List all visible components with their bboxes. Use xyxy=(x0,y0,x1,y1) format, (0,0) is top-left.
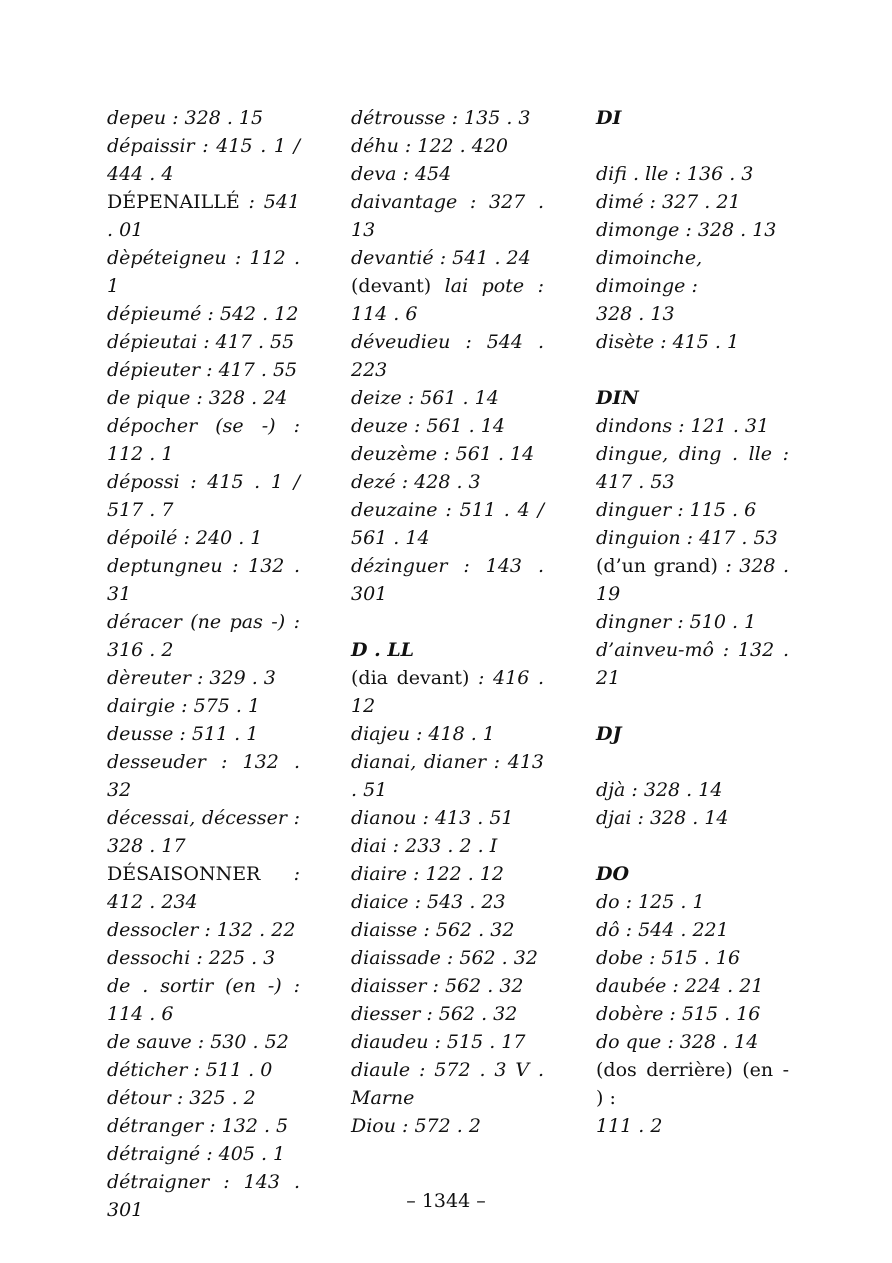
index-entry xyxy=(107,300,300,328)
index-entry xyxy=(596,1028,789,1056)
index-entry xyxy=(107,468,300,524)
index-entry xyxy=(351,104,544,132)
index-entry xyxy=(596,244,789,300)
entry-upright-text: (d’un grand) xyxy=(596,555,718,577)
entry-upright-text: DÉPENAILLÉ xyxy=(107,191,240,213)
entry-text: 111 . 2 xyxy=(596,1115,663,1137)
index-entry xyxy=(351,1028,544,1056)
entry-text: deize : 561 . 14 xyxy=(351,387,499,409)
entry-text: dépossi : 415 . 1 / 517 . 7 xyxy=(107,471,300,521)
index-entry xyxy=(351,944,544,972)
entry-text: dézinguer : 143 . 301 xyxy=(351,555,544,605)
index-entry xyxy=(351,888,544,916)
entry-text: do : 125 . 1 xyxy=(596,891,705,913)
entry-text: dingue, ding . lle : 417 . 53 xyxy=(596,443,789,493)
index-entry xyxy=(107,328,300,356)
index-entry xyxy=(596,216,789,244)
section-heading: DJ xyxy=(596,723,622,745)
index-entry xyxy=(107,1112,300,1140)
index-entry xyxy=(596,776,789,804)
index-entry xyxy=(596,412,789,440)
entry-text: : 412 . 234 xyxy=(107,863,300,913)
index-entry xyxy=(351,272,544,328)
entry-upright-text: (dia devant) xyxy=(351,667,470,689)
index-column-2 xyxy=(351,104,544,1140)
entry-text: déhu : 122 . 420 xyxy=(351,135,509,157)
index-entry xyxy=(351,860,544,888)
index-entry xyxy=(351,160,544,188)
entry-text: dèpéteigneu : 112 . 1 xyxy=(107,247,300,297)
entry-text: déticher : 511 . 0 xyxy=(107,1059,273,1081)
entry-text: dimonge : 328 . 13 xyxy=(596,219,777,241)
entry-text: dindons : 121 . 31 xyxy=(596,415,770,437)
entry-text: diaice : 543 . 23 xyxy=(351,891,506,913)
entry-text: diaule : 572 . 3 V . Marne xyxy=(351,1059,544,1109)
index-entry xyxy=(351,720,544,748)
section-gap xyxy=(351,608,544,636)
index-entry xyxy=(107,188,300,244)
index-entry xyxy=(596,496,789,524)
entry-text: de . sortir (en -) : 114 . 6 xyxy=(107,975,300,1025)
index-entry xyxy=(107,1028,300,1056)
entry-upright-text: (devant) xyxy=(351,275,432,297)
entry-text: dépieuter : 417 . 55 xyxy=(107,359,298,381)
entry-text: dépoilé : 240 . 1 xyxy=(107,527,263,549)
index-entry xyxy=(107,720,300,748)
entry-text: desseuder : 132 . 32 xyxy=(107,751,300,801)
entry-text: diai : 233 . 2 . I xyxy=(351,835,498,857)
section-heading: DIN xyxy=(596,387,639,409)
section-gap xyxy=(596,356,789,384)
section-heading: D . LL xyxy=(351,639,415,661)
entry-text: dobe : 515 . 16 xyxy=(596,947,741,969)
entry-text: 328 . 13 xyxy=(596,303,675,325)
entry-text: dezé : 428 . 3 xyxy=(351,471,481,493)
index-entry xyxy=(596,888,789,916)
index-entry xyxy=(107,244,300,300)
index-entry xyxy=(351,188,544,244)
index-entry xyxy=(596,440,789,496)
entry-text: dingner : 510 . 1 xyxy=(596,611,757,633)
entry-text: disète : 415 . 1 xyxy=(596,331,740,353)
entry-text: dinguer : 115 . 6 xyxy=(596,499,757,521)
entry-text: deva : 454 xyxy=(351,163,452,185)
index-entry xyxy=(351,1112,544,1140)
index-entry xyxy=(107,916,300,944)
page-number: – 1344 – xyxy=(406,1190,486,1212)
entry-text: do que : 328 . 14 xyxy=(596,1031,759,1053)
section-gap xyxy=(596,692,789,720)
entry-text: depeu : 328 . 15 xyxy=(107,107,264,129)
index-entry xyxy=(351,328,544,384)
entry-text: dépaissir : 415 . 1 / 444 . 4 xyxy=(107,135,300,185)
index-entry xyxy=(107,860,300,916)
entry-text: détraigner : 143 . 301 xyxy=(107,1171,300,1221)
index-entry xyxy=(351,664,544,720)
index-entry xyxy=(596,1112,789,1140)
index-entry xyxy=(107,692,300,720)
entry-text: devantié : 541 . 24 xyxy=(351,247,531,269)
entry-text: difi . lle : 136 . 3 xyxy=(596,163,754,185)
entry-text: décessai, décesser : 328 . 17 xyxy=(107,807,300,857)
entry-text: djà : 328 . 14 xyxy=(596,779,723,801)
entry-text: dô : 544 . 221 xyxy=(596,919,729,941)
index-entry xyxy=(596,1056,789,1112)
index-entry xyxy=(596,916,789,944)
index-entry xyxy=(351,1000,544,1028)
index-entry xyxy=(596,188,789,216)
entry-text: deptungneu : 132 . 31 xyxy=(107,555,300,605)
index-entry xyxy=(107,608,300,664)
index-entry xyxy=(596,608,789,636)
index-entry xyxy=(596,944,789,972)
index-entry xyxy=(351,468,544,496)
section-gap xyxy=(596,748,789,776)
index-entry xyxy=(596,328,789,356)
index-entry xyxy=(351,440,544,468)
entry-text: lai pote : 114 . 6 xyxy=(351,275,544,325)
index-entry xyxy=(351,384,544,412)
entry-text: : 416 . 12 xyxy=(351,667,544,717)
entry-text: déveudieu : 544 . 223 xyxy=(351,331,544,381)
entry-text: deuze : 561 . 14 xyxy=(351,415,505,437)
entry-text: déracer (ne pas -) : 316 . 2 xyxy=(107,611,300,661)
entry-text: dimoinche, dimoinge : xyxy=(596,247,703,297)
entry-text: détrousse : 135 . 3 xyxy=(351,107,531,129)
index-entry xyxy=(596,552,789,608)
index-entry xyxy=(107,748,300,804)
index-entry xyxy=(107,944,300,972)
index-entry xyxy=(351,804,544,832)
entry-text: diesser : 562 . 32 xyxy=(351,1003,518,1025)
index-entry xyxy=(351,832,544,860)
entry-text: d’ainveu-mô : 132 . 21 xyxy=(596,639,789,689)
entry-text: dobère : 515 . 16 xyxy=(596,1003,761,1025)
entry-text: dinguion : 417 . 53 xyxy=(596,527,778,549)
entry-upright-text: (dos derrière) (en - ) : xyxy=(596,1059,789,1109)
entry-text: dairgie : 575 . 1 xyxy=(107,695,261,717)
index-column-3 xyxy=(596,104,789,1140)
index-entry xyxy=(107,1140,300,1168)
entry-text: dépieumé : 542 . 12 xyxy=(107,303,299,325)
index-entry xyxy=(107,1056,300,1084)
entry-text: diaissade : 562 . 32 xyxy=(351,947,538,969)
entry-text: dianou : 413 . 51 xyxy=(351,807,514,829)
index-entry xyxy=(107,1084,300,1112)
section-heading: DO xyxy=(596,863,630,885)
index-entry xyxy=(596,524,789,552)
entry-text: détranger : 132 . 5 xyxy=(107,1115,289,1137)
section-heading: DI xyxy=(596,107,622,129)
index-entry xyxy=(351,132,544,160)
index-entry xyxy=(351,244,544,272)
entry-text: : 541 . 01 xyxy=(107,191,300,241)
entry-text: dessocler : 132 . 22 xyxy=(107,919,296,941)
index-entry xyxy=(107,104,300,132)
entry-upright-text: DÉSAISONNER xyxy=(107,863,261,885)
index-entry xyxy=(107,664,300,692)
entry-text: détour : 325 . 2 xyxy=(107,1087,256,1109)
index-entry xyxy=(596,160,789,188)
entry-text: dépocher (se -) : 112 . 1 xyxy=(107,415,300,465)
section-gap xyxy=(596,832,789,860)
index-entry xyxy=(596,972,789,1000)
index-entry xyxy=(351,496,544,552)
entry-text: de sauve : 530 . 52 xyxy=(107,1031,289,1053)
entry-text: daivantage : 327 . 13 xyxy=(351,191,544,241)
entry-text: deuzème : 561 . 14 xyxy=(351,443,535,465)
index-entry xyxy=(107,804,300,860)
index-column-1 xyxy=(107,104,300,1224)
index-entry xyxy=(107,552,300,608)
index-entry xyxy=(107,972,300,1028)
entry-text: dessochi : 225 . 3 xyxy=(107,947,276,969)
entry-text: dianai, dianer : 413 . 51 xyxy=(351,751,544,801)
index-entry xyxy=(596,636,789,692)
index-entry xyxy=(351,412,544,440)
entry-text: dimé : 327 . 21 xyxy=(596,191,741,213)
entry-text: daubée : 224 . 21 xyxy=(596,975,764,997)
entry-text: de pique : 328 . 24 xyxy=(107,387,288,409)
index-entry xyxy=(596,1000,789,1028)
index-entry xyxy=(351,916,544,944)
entry-text: dèreuter : 329 . 3 xyxy=(107,667,276,689)
entry-text: dépieutai : 417 . 55 xyxy=(107,331,295,353)
entry-text: deusse : 511 . 1 xyxy=(107,723,259,745)
index-entry xyxy=(351,1056,544,1112)
section-gap xyxy=(596,132,789,160)
index-entry xyxy=(107,412,300,468)
index-entry xyxy=(351,748,544,804)
entry-text: : 328 . 19 xyxy=(596,555,790,605)
entry-text: Diou : 572 . 2 xyxy=(351,1115,481,1137)
entry-text: deuzaine : 511 . 4 / 561 . 14 xyxy=(351,499,544,549)
entry-text: diajeu : 418 . 1 xyxy=(351,723,495,745)
entry-text: diaudeu : 515 . 17 xyxy=(351,1031,526,1053)
index-entry xyxy=(107,384,300,412)
index-entry xyxy=(107,132,300,188)
index-entry xyxy=(351,552,544,608)
index-entry xyxy=(107,356,300,384)
index-entry xyxy=(596,804,789,832)
entry-text: djai : 328 . 14 xyxy=(596,807,729,829)
index-entry xyxy=(351,972,544,1000)
index-entry xyxy=(107,524,300,552)
entry-text: diaire : 122 . 12 xyxy=(351,863,505,885)
entry-text: diaisse : 562 . 32 xyxy=(351,919,515,941)
entry-text: diaisser : 562 . 32 xyxy=(351,975,524,997)
entry-text: détraigné : 405 . 1 xyxy=(107,1143,286,1165)
index-entry xyxy=(596,300,789,328)
